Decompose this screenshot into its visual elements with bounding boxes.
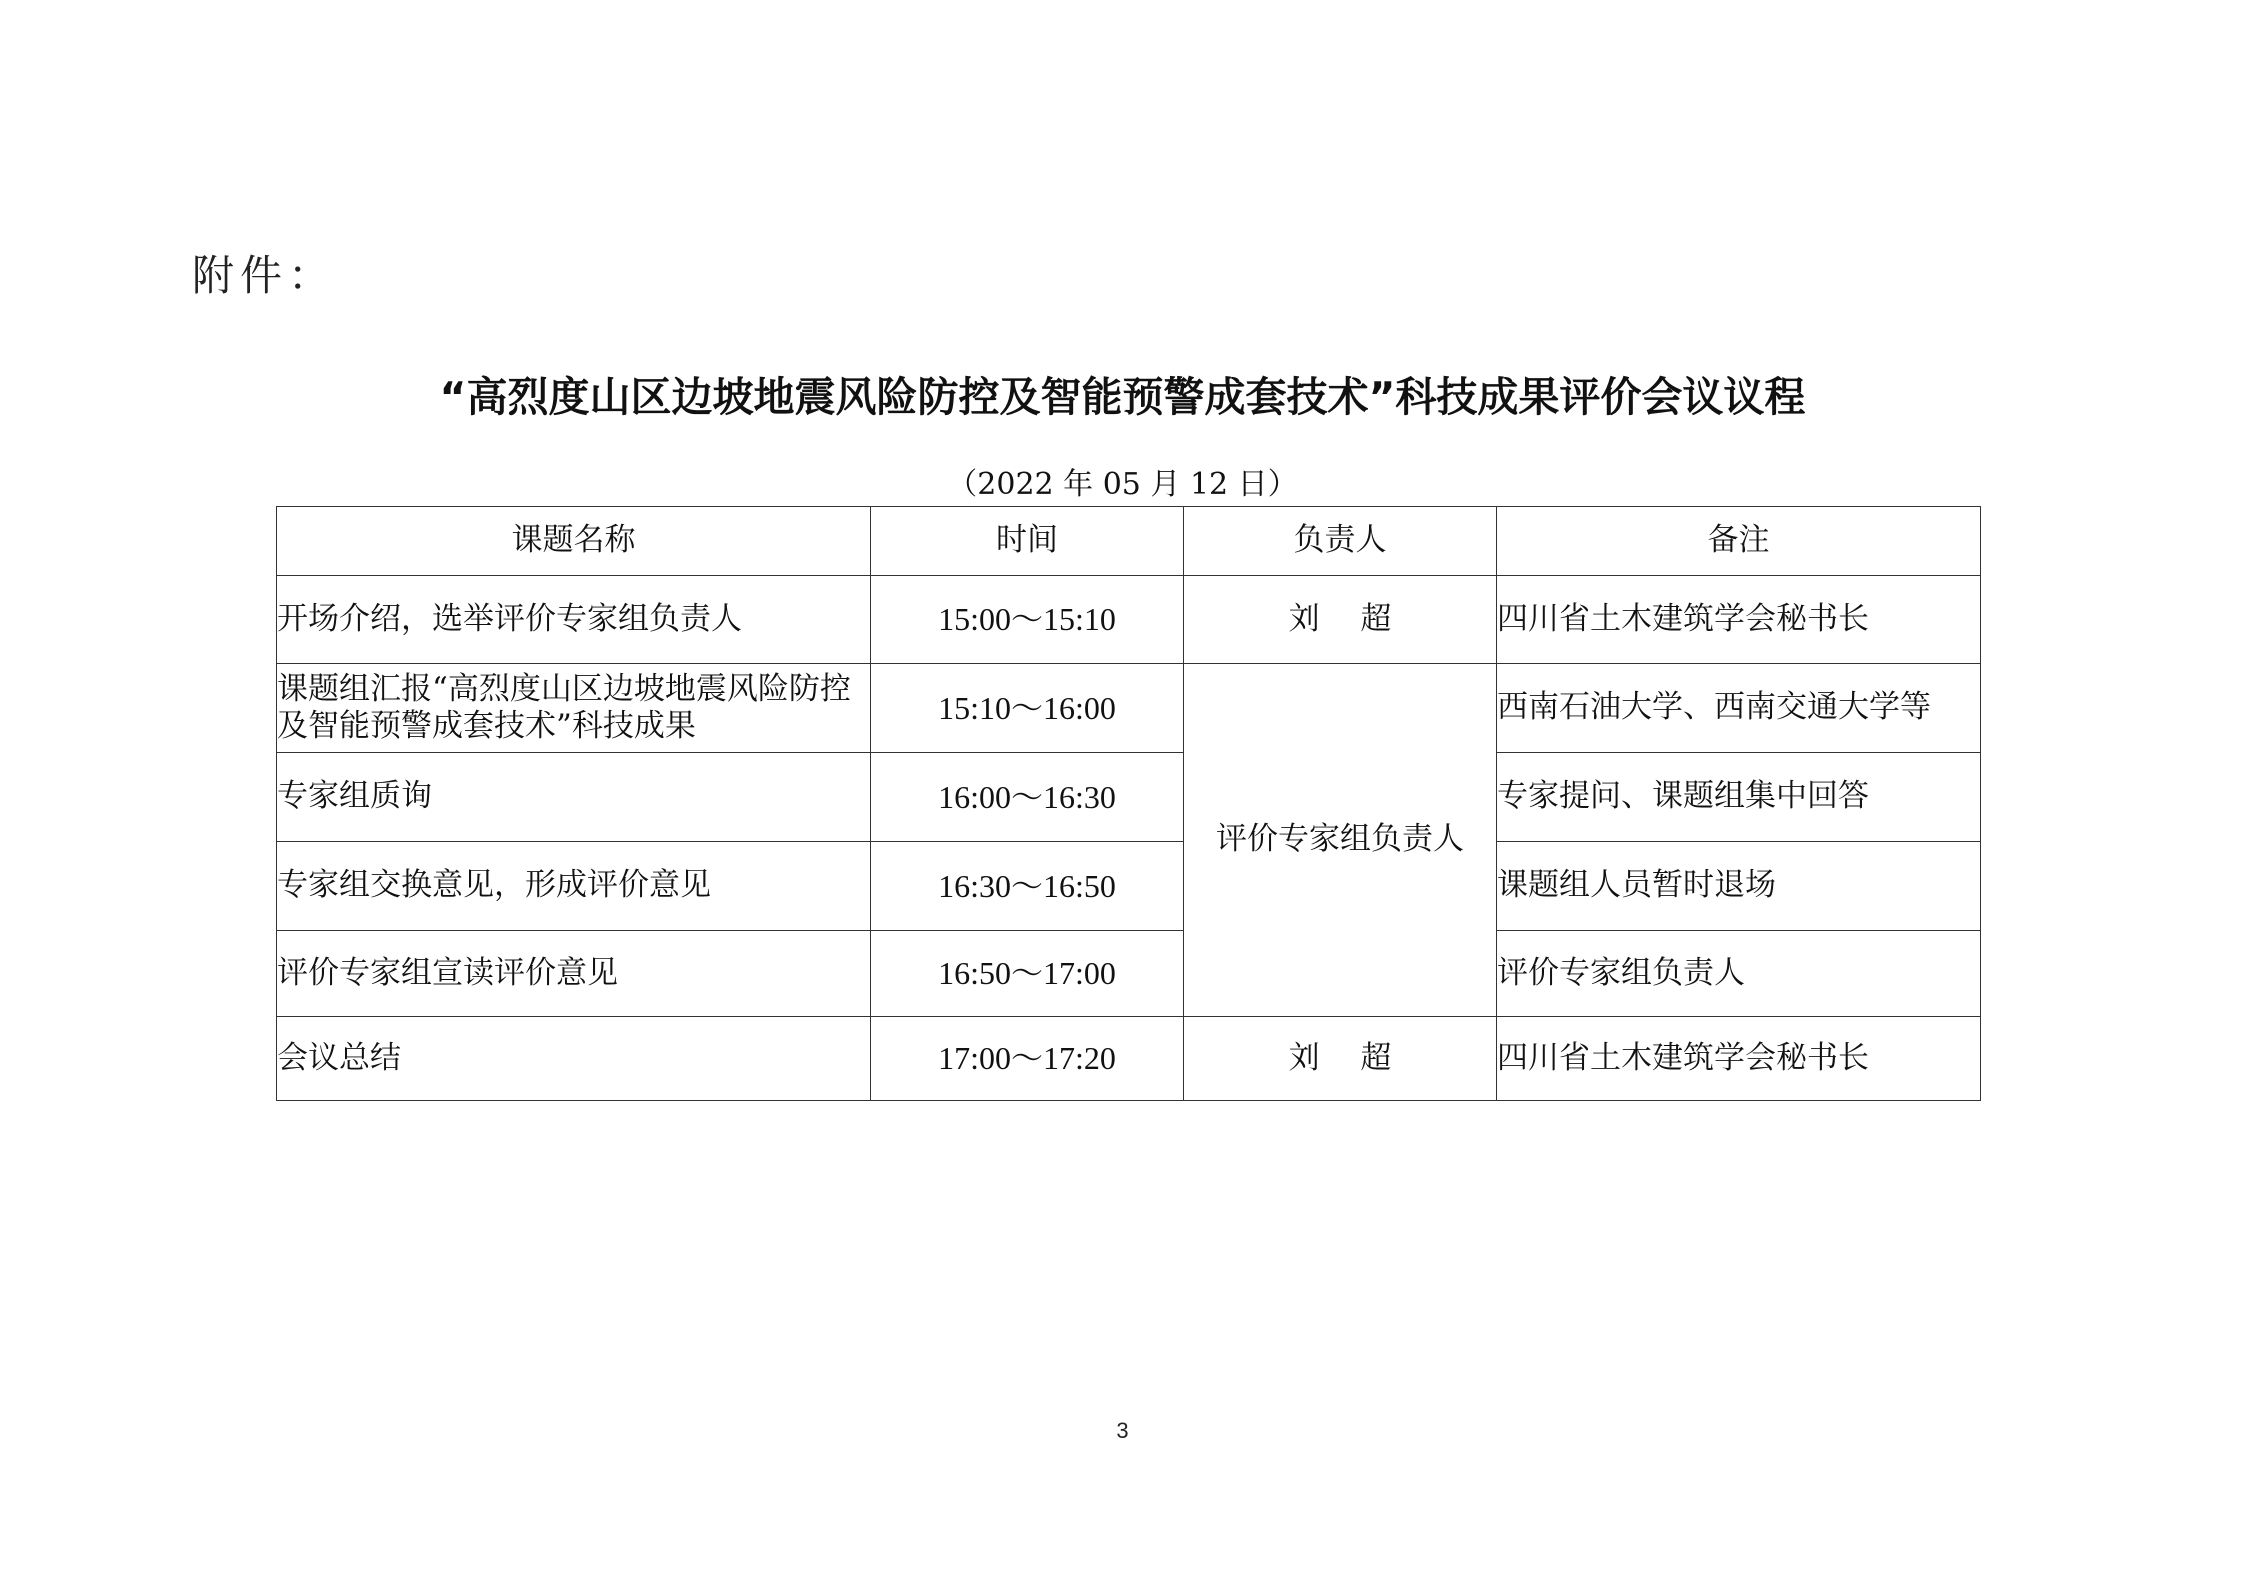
cell-owner-merged: 评价专家组负责人 — [1184, 664, 1497, 1017]
cell-topic: 专家组交换意见，形成评价意见 — [277, 842, 871, 931]
page-number: 3 — [1116, 1418, 1129, 1443]
table-row — [277, 842, 1981, 931]
table-header-row — [277, 507, 1981, 576]
cell-topic: 课题组汇报“高烈度山区边坡地震风险防控及智能预警成套技术”科技成果 — [277, 664, 871, 753]
cell-topic: 开场介绍，选举评价专家组负责人 — [277, 576, 871, 664]
cell-note: 西南石油大学、西南交通大学等 — [1497, 664, 1981, 753]
cell-time: 16:00～16:30 — [871, 753, 1184, 842]
header-topic: 课题名称 — [277, 507, 871, 576]
table-row — [277, 931, 1981, 1017]
document-title: “高烈度山区边坡地震风险防控及智能预警成套技术”科技成果评价会议议程 — [439, 373, 1806, 421]
cell-topic: 评价专家组宣读评价意见 — [277, 931, 871, 1017]
cell-owner: 刘 超 — [1184, 576, 1497, 664]
cell-topic: 专家组质询 — [277, 753, 871, 842]
cell-time: 15:00～15:10 — [871, 576, 1184, 664]
cell-topic: 会议总结 — [277, 1017, 871, 1101]
cell-note: 四川省土木建筑学会秘书长 — [1497, 576, 1981, 664]
cell-note: 专家提问、课题组集中回答 — [1497, 753, 1981, 842]
table-row — [277, 576, 1981, 664]
cell-time: 15:10～16:00 — [871, 664, 1184, 753]
cell-time: 16:50～17:00 — [871, 931, 1184, 1017]
agenda-table — [276, 506, 1981, 1101]
cell-note: 四川省土木建筑学会秘书长 — [1497, 1017, 1981, 1101]
header-time: 时间 — [871, 507, 1184, 576]
cell-owner: 刘 超 — [1184, 1017, 1497, 1101]
table-row — [277, 664, 1981, 753]
header-owner: 负责人 — [1184, 507, 1497, 576]
cell-time: 17:00～17:20 — [871, 1017, 1184, 1101]
table-row — [277, 1017, 1981, 1101]
cell-time: 16:30～16:50 — [871, 842, 1184, 931]
header-note: 备注 — [1497, 507, 1981, 576]
cell-note: 课题组人员暂时退场 — [1497, 842, 1981, 931]
cell-note: 评价专家组负责人 — [1497, 931, 1981, 1017]
document-date: （2022 年 05 月 12 日） — [947, 467, 1298, 502]
attachment-label: 附件： — [192, 251, 337, 300]
table-row — [277, 753, 1981, 842]
